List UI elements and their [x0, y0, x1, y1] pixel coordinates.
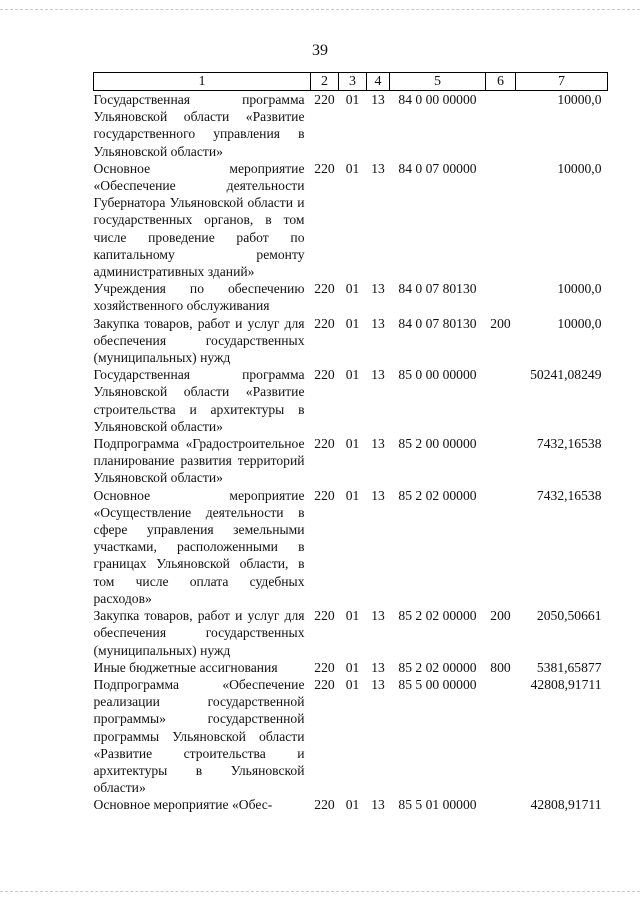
- cell-col6: [486, 676, 516, 796]
- cell-col5: 84 0 07 00000: [398, 160, 477, 176]
- cell-col2: 220: [314, 608, 335, 624]
- cell-col2: 220: [314, 436, 335, 452]
- cell-amount: 42808,91711: [530, 797, 602, 813]
- cell-amount: 10000,0: [557, 92, 602, 107]
- cell-col4: 13: [371, 436, 385, 452]
- top-dashed-border: [0, 9, 640, 10]
- cell-col3: 01: [345, 608, 360, 624]
- page-number: 39: [312, 42, 328, 59]
- cell-col6: 200: [490, 315, 511, 331]
- row-name: Иные бюджетные ассигнования: [93, 659, 278, 675]
- row-name: Закупка товаров, работ и услуг для обеспечения государственных (муниципальных) нужд: [93, 608, 305, 658]
- table-row: [94, 435, 608, 487]
- column-header: 3: [339, 73, 367, 91]
- cell-col5: 85 0 00 00000: [398, 367, 477, 383]
- column-header: 5: [390, 73, 486, 91]
- cell-amount: 5381,65877: [536, 659, 602, 675]
- cell-col2: 220: [314, 367, 335, 383]
- cell-col5: 85 2 02 00000: [398, 659, 477, 675]
- column-header: 7: [516, 73, 608, 91]
- cell-col4: 13: [371, 281, 385, 297]
- cell-col2: 220: [314, 659, 335, 675]
- row-name: Подпрограмма «Обеспечение реализации государственной программы» государственной программы Ульяновской области «Развитие строительства и архитектуры в Ульяновской области»: [93, 676, 305, 796]
- cell-col4: 13: [371, 367, 385, 383]
- cell-amount: 42808,91711: [530, 676, 602, 692]
- cell-amount: 7432,16538: [536, 487, 602, 503]
- cell-col5: 84 0 07 80130: [398, 281, 477, 297]
- cell-col4: 13: [371, 608, 385, 624]
- row-name: Основное мероприятие «Осуществление деятельности в сфере управления земельными участками, расположенными в границах Ульяновской области, в том числе оплата судебных расходов»: [93, 487, 305, 606]
- cell-amount: 50241,08249: [530, 367, 602, 383]
- table-row: [94, 487, 608, 607]
- row-name: Закупка товаров, работ и услуг для обеспечения государственных (муниципальных) нужд: [93, 315, 305, 366]
- cell-col4: 13: [371, 92, 385, 107]
- table-row: [94, 160, 608, 280]
- column-header: 2: [311, 73, 339, 91]
- cell-col6: [486, 435, 516, 487]
- cell-amount: 10000,0: [557, 315, 602, 331]
- cell-col6: [486, 366, 516, 435]
- cell-col6: 800: [490, 659, 511, 675]
- cell-col3: 01: [345, 367, 360, 383]
- cell-col3: 01: [345, 676, 360, 692]
- cell-col5: 84 0 00 00000: [398, 92, 477, 107]
- cell-col3: 01: [345, 281, 360, 297]
- cell-col4: 13: [371, 659, 385, 675]
- row-name: Учреждения по обеспечению хозяйственного обслуживания: [93, 281, 305, 314]
- cell-col2: 220: [314, 676, 335, 692]
- cell-col6: [486, 487, 516, 607]
- cell-col5: 85 5 01 00000: [398, 797, 477, 813]
- cell-col5: 85 2 02 00000: [398, 608, 477, 624]
- cell-col3: 01: [345, 436, 360, 452]
- cell-amount: 10000,0: [557, 281, 602, 297]
- cell-col5: 85 2 00 00000: [398, 436, 477, 452]
- table-row: [94, 366, 608, 435]
- cell-col5: 84 0 07 80130: [398, 315, 477, 331]
- cell-col3: 01: [345, 92, 360, 107]
- table-row: [94, 796, 608, 813]
- cell-col5: 85 2 02 00000: [398, 487, 477, 503]
- table-row: [94, 659, 608, 676]
- column-header: 6: [486, 73, 516, 91]
- cell-col6: [486, 796, 516, 813]
- cell-col3: 01: [345, 315, 360, 331]
- budget-table: [93, 72, 608, 814]
- cell-col3: 01: [345, 797, 360, 813]
- row-name: Основное мероприятие «Обес-: [93, 797, 273, 813]
- cell-amount: 2050,50661: [536, 608, 602, 624]
- cell-col5: 85 5 00 00000: [398, 676, 477, 692]
- cell-col3: 01: [345, 160, 360, 176]
- cell-col3: 01: [345, 659, 360, 675]
- table-row: [94, 607, 608, 659]
- table-row: [94, 91, 608, 160]
- cell-col4: 13: [371, 487, 385, 503]
- cell-col2: 220: [314, 92, 335, 107]
- column-header: 4: [367, 73, 390, 91]
- cell-col2: 220: [314, 160, 335, 176]
- cell-col4: 13: [371, 160, 385, 176]
- bottom-dashed-border: [0, 891, 640, 892]
- table-row: [94, 676, 608, 796]
- cell-col4: 13: [371, 797, 385, 813]
- cell-col2: 220: [314, 487, 335, 503]
- cell-col2: 220: [314, 315, 335, 331]
- cell-col6: 200: [490, 608, 511, 624]
- cell-col2: 220: [314, 797, 335, 813]
- table-row: [94, 280, 608, 314]
- row-name: Государственная программа Ульяновской области «Развитие строительства и архитектуры в Ульяновской области»: [93, 367, 305, 434]
- cell-col6: [486, 280, 516, 314]
- cell-amount: 10000,0: [557, 160, 602, 176]
- row-name: Подпрограмма «Градостроительное планирование развития территорий Ульяновской области»: [93, 436, 305, 486]
- cell-col4: 13: [371, 676, 385, 692]
- cell-col4: 13: [371, 315, 385, 331]
- cell-col2: 220: [314, 281, 335, 297]
- cell-amount: 7432,16538: [536, 436, 602, 452]
- row-name: Основное мероприятие «Обеспечение деятельности Губернатора Ульяновской области и государственных органов, в том числе проведение работ по капитальному ремонту административных зданий»: [93, 160, 305, 280]
- row-name: Государственная программа Ульяновской области «Развитие государственного управления в Ульяновской области»: [93, 92, 305, 159]
- cell-col3: 01: [345, 487, 360, 503]
- cell-col6: [486, 91, 516, 160]
- header-row: [94, 73, 608, 91]
- column-header: 1: [94, 73, 311, 91]
- table-row: [94, 315, 608, 367]
- cell-col6: [486, 160, 516, 280]
